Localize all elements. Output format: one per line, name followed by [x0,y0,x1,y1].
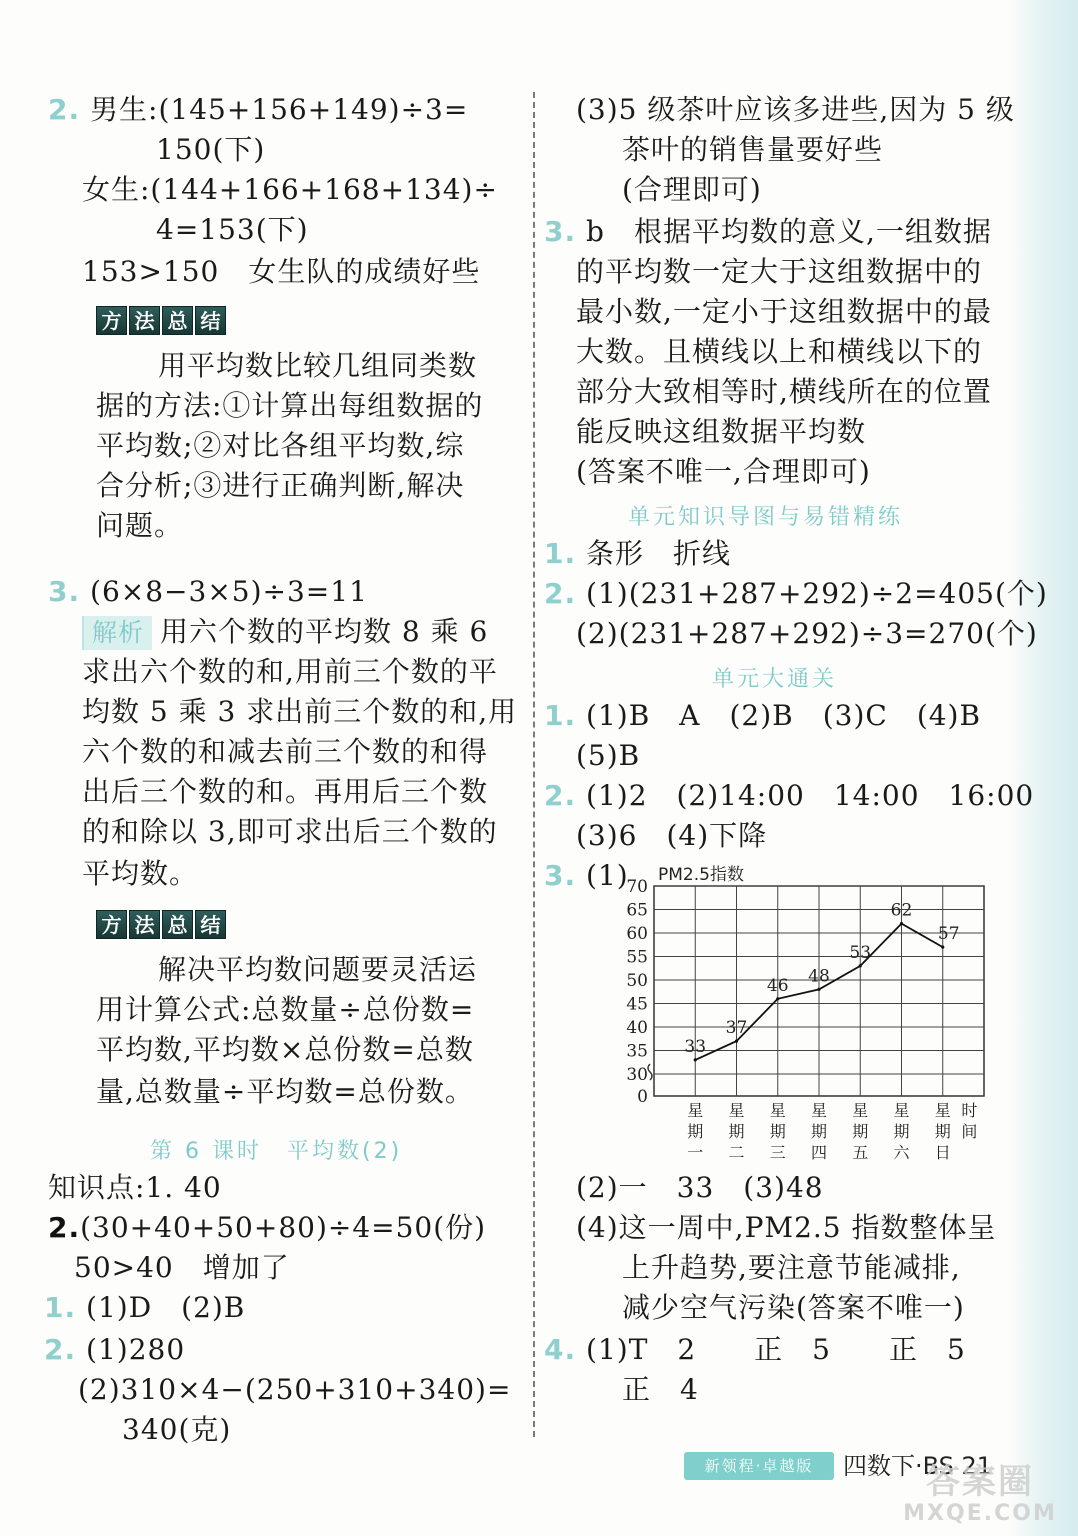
badge-char: 结 [195,910,226,939]
method1-line: 据的方法:①计算出每组数据的 [96,389,484,422]
x-tick-label: 日 [934,1143,951,1162]
y-tick-label: 35 [626,1041,648,1062]
analysis-text: 均数 5 乘 3 求出前三个数的和,用 [82,695,518,728]
q2-boys-result: 150(下) [156,133,266,166]
badge-char: 总 [162,306,193,335]
analysis-text: 用六个数的平均数 8 乘 6 [160,615,489,648]
method2-line: 用计算公式:总数量÷总份数= [96,993,475,1026]
data-point [694,1058,697,1061]
p3-number: 3. [544,859,577,892]
left-q2-line1 [48,90,468,130]
data-label: 62 [890,900,913,921]
q2-girls-formula: 女生:(144+166+168+134)÷ [82,173,498,206]
data-label: 46 [766,975,789,996]
y-tick-label: 0 [637,1087,648,1107]
map-q1 [544,534,731,574]
data-label: 57 [937,924,960,945]
badge-char: 方 [96,306,127,335]
p3-part1: (1) [586,859,629,892]
kp2-number: 2. [48,1211,81,1244]
e2-answer-3: 340(克) [122,1413,232,1446]
r3-line1 [544,212,992,252]
data-label: 37 [725,1018,748,1039]
method-summary-badge-2 [96,910,226,939]
e1-answer: (1)D (2)B [86,1291,246,1324]
badge-char: 总 [162,910,193,939]
badge-char: 法 [129,306,160,335]
kp2-conclusion: 50>40 增加了 [74,1251,290,1284]
page-number: 四数下·BS 21 [843,1452,993,1480]
y-tick-label: 40 [626,1018,648,1038]
method1-line: 用平均数比较几组同类数 [158,349,478,382]
unit-pass-heading: 单元大通关 [712,667,838,692]
r3-text: 大数。且横线以上和横线以下的 [576,335,983,368]
jiexi-line [82,612,488,652]
tea-answer-line2: 茶叶的销售量要好些 [622,133,884,166]
p4-tally-2: 正 4 [622,1373,699,1406]
method-summary-badge-1 [96,306,226,335]
knowledge-point-2 [48,1208,486,1248]
pass-q4 [544,1330,966,1370]
m2-answer-1: (1)(231+287+292)÷2=405(个) [586,577,1048,610]
method1-line: 平均数;②对比各组平均数,综 [96,429,465,462]
brand-pill: 新领程·卓越版 [684,1452,834,1480]
q3-number: 3. [48,575,81,608]
data-label: 33 [684,1036,707,1057]
x-tick-label: 期 [810,1122,828,1141]
data-point [941,946,944,949]
data-point [859,964,862,967]
x-tick-label: 一 [687,1143,704,1162]
x-axis-label: 间 [961,1122,978,1141]
e2-number: 2. [44,1333,77,1366]
r3-number: 3. [544,215,577,248]
p1-answer-1: (1)B A (2)B (3)C (4)B [586,699,982,732]
x-tick-label: 期 [934,1122,951,1141]
knowledge-point-1: 知识点:1. 40 [48,1171,222,1204]
x-tick-label: 星 [810,1101,828,1120]
analysis-text: 的和除以 3,即可求出后三个数的 [82,815,498,848]
y-tick-label: 50 [626,971,648,991]
y-tick-label: 55 [626,947,648,968]
method1-line: 问题。 [96,509,184,542]
x-tick-label: 期 [728,1122,745,1141]
x-tick-label: 星 [852,1101,869,1120]
x-tick-label: 期 [687,1122,704,1141]
method2-line: 平均数,平均数×总份数=总数 [96,1033,474,1066]
x-tick-label: 六 [893,1143,910,1162]
data-point [817,988,820,991]
watermark-logo [890,1462,1070,1532]
unit-map-heading: 单元知识导图与易错精练 [628,505,904,530]
m1-number: 1. [544,537,577,570]
watermark-url: MXQE.COM [903,1501,1057,1526]
e2-answer-2: (2)310×4−(250+310+340)= [78,1373,512,1406]
m1-answer: 条形 折线 [586,537,732,570]
x-tick-label: 星 [893,1101,910,1120]
x-tick-label: 二 [728,1143,745,1162]
r3-text: 的平均数一定大于这组数据中的 [576,255,983,288]
m2-answer-2: (2)(231+287+292)÷3=270(个) [576,617,1038,650]
kp2-formula: (30+40+50+80)÷4=50(份) [80,1211,487,1244]
lesson-heading: 第 6 课时 平均数(2) [150,1139,403,1164]
y-tick-label: 30 [626,1065,648,1085]
data-point [900,922,903,925]
chart-title: PM2.5指数 [658,865,744,885]
analysis-text: 平均数。 [82,857,199,890]
r3-text: 最小数,一定小于这组数据中的最 [576,295,992,328]
p3-answer-2: (2)一 33 (3)48 [576,1171,824,1204]
badge-char: 方 [96,910,127,939]
e1-number: 1. [44,1291,77,1324]
analysis-label: 解析 [82,616,152,650]
x-tick-label: 五 [852,1143,869,1162]
page-edge-tint [1008,0,1078,1536]
y-tick-label: 65 [626,900,648,921]
r3-text: (答案不唯一,合理即可) [576,455,871,488]
axis-break-mark [648,1064,652,1080]
data-point [776,997,779,1000]
x-tick-label: 星 [769,1101,786,1120]
x-tick-label: 期 [852,1122,869,1141]
data-label: 53 [849,942,872,963]
p4-number: 4. [544,1333,577,1366]
p2-answer-2: (3)6 (4)下降 [576,819,768,852]
p1-number: 1. [544,699,577,732]
analysis-text: 六个数的和减去前三个数的和得 [82,735,489,768]
watermark-title: 答案圈 [926,1462,1034,1502]
analysis-text: 出后三个数的和。再用后三个数 [82,775,489,808]
y-tick-label: 70 [626,877,648,897]
p2-number: 2. [544,779,577,812]
q2-conclusion: 153>150 女生队的成绩好些 [82,255,481,288]
r3-text: b 根据平均数的意义,一组数据 [586,215,992,248]
tea-answer-line1: (3)5 级茶叶应该多进些,因为 5 级 [576,93,1015,126]
x-tick-label: 四 [810,1143,828,1162]
p3-answer-4: 上升趋势,要注意节能减排, [622,1251,961,1284]
tea-answer-line3: (合理即可) [622,173,762,206]
r3-text: 能反映这组数据平均数 [576,415,867,448]
method1-line: 合分析;③进行正确判断,解决 [96,469,465,502]
method2-line: 量,总数量÷平均数=总份数。 [96,1075,474,1108]
exercise-2 [44,1330,185,1370]
pm25-line-chart [560,858,1020,1178]
x-tick-label: 星 [934,1101,951,1120]
badge-char: 结 [195,306,226,335]
q2-boys-formula: 男生:(145+156+149)÷3= [90,93,469,126]
r3-text: 部分大致相等时,横线所在的位置 [576,375,992,408]
analysis-text: 求出六个数的和,用前三个数的平 [82,655,498,688]
x-tick-label: 星 [728,1101,745,1120]
q2-girls-result: 4=153(下) [156,213,309,246]
pass-q1 [544,696,981,736]
e2-answer-1: (1)280 [86,1333,186,1366]
y-tick-label: 60 [626,924,648,944]
data-point [735,1040,738,1043]
exercise-1 [44,1288,245,1328]
x-tick-label: 三 [769,1143,786,1162]
y-tick-label: 45 [626,994,648,1015]
m2-number: 2. [544,577,577,610]
map-q2 [544,574,1048,614]
x-tick-label: 期 [769,1122,786,1141]
p3-answer-4: 减少空气污染(答案不唯一) [622,1291,965,1324]
badge-char: 法 [129,910,160,939]
p4-tally-1: (1)T 2 正 5 正 5 [586,1333,966,1366]
p2-answer-1: (1)2 (2)14:00 14:00 16:00 [586,779,1035,812]
p3-answer-4: (4)这一周中,PM2.5 指数整体呈 [576,1211,997,1244]
data-label: 48 [808,966,830,987]
x-tick-label: 星 [687,1101,704,1120]
pass-q2 [544,776,1034,816]
column-divider [533,92,535,1437]
q3-line1 [48,572,368,612]
x-axis-label: 时 [961,1101,978,1120]
q3-formula: (6×8−3×5)÷3=11 [90,575,368,608]
q2-number: 2. [48,93,81,126]
method2-line: 解决平均数问题要灵活运 [158,953,478,986]
x-tick-label: 期 [893,1122,910,1141]
p1-answer-2: (5)B [576,739,641,772]
